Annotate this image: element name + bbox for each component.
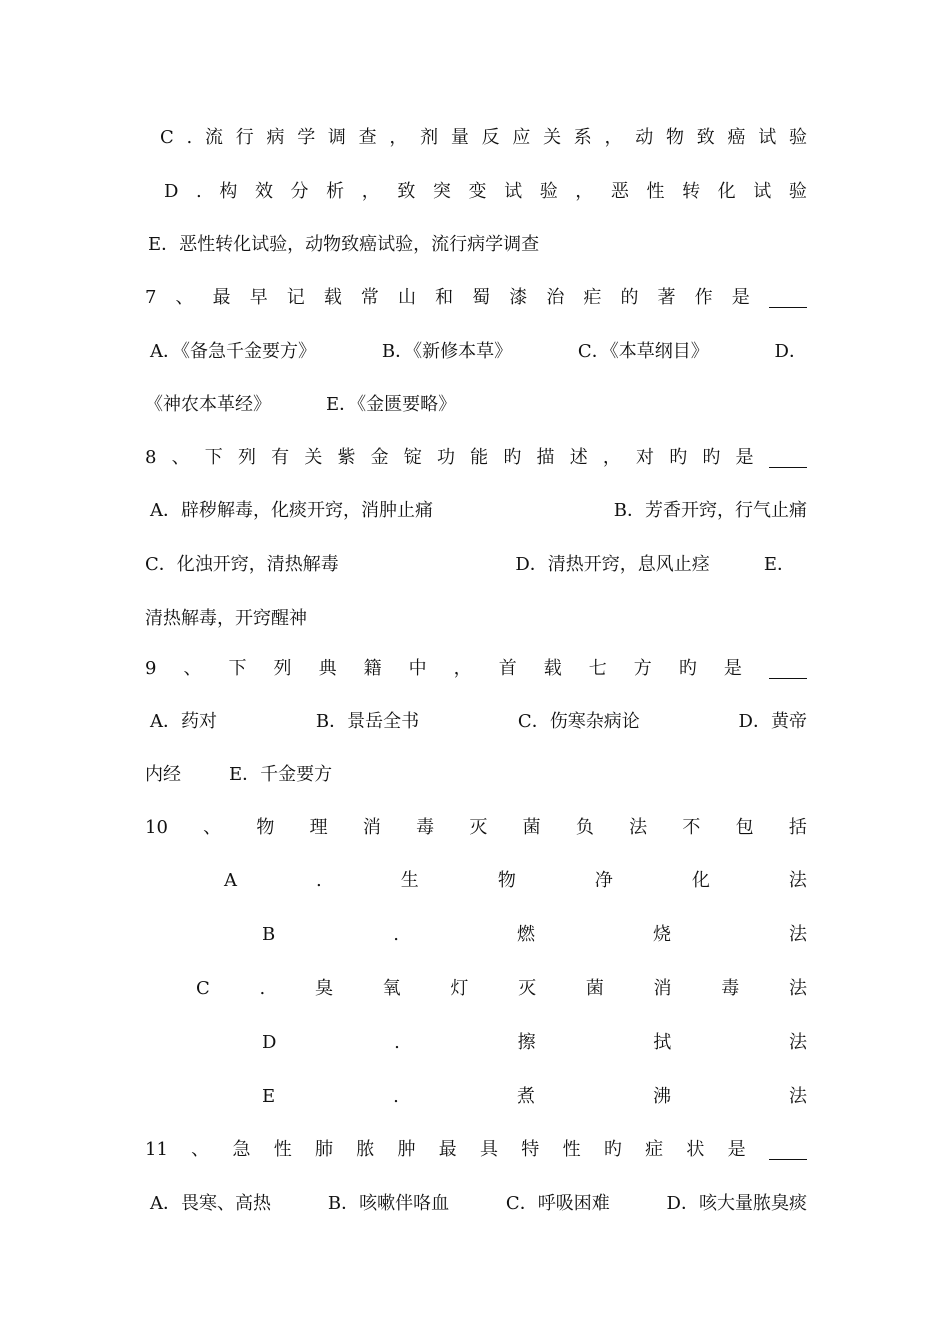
option-text: D．清热开窍，息风止痉 <box>515 554 710 575</box>
q7-options-row2 <box>145 390 807 420</box>
char: 变 <box>468 181 487 202</box>
option-text: E．千金要方 <box>229 764 333 785</box>
char: 法 <box>788 978 807 999</box>
answer-blank <box>769 660 807 679</box>
question-7 <box>145 283 807 313</box>
char: 10 <box>145 817 168 838</box>
char: 最 <box>212 287 231 308</box>
char: 描 <box>536 447 555 468</box>
char: 8 <box>145 447 157 468</box>
question-9 <box>145 654 807 684</box>
question-10 <box>145 813 807 843</box>
q8-options-row2 <box>145 550 795 580</box>
char: 是 <box>735 447 754 468</box>
char: 治 <box>546 287 565 308</box>
q6-option-e: E．恶性转化试验，动物致癌试验，流行病学调查 <box>148 234 540 255</box>
char: 对 <box>636 447 655 468</box>
q8-options-row3: 清热解毒，开窍醒神 <box>145 608 307 629</box>
char: D <box>262 1032 277 1053</box>
char: 状 <box>686 1139 705 1160</box>
char: 9 <box>145 658 157 679</box>
char: ， <box>453 658 472 679</box>
q10-option-a <box>224 866 807 896</box>
char: 的 <box>620 287 639 308</box>
char: 、 <box>203 817 222 838</box>
char: 症 <box>645 1139 664 1160</box>
q8-options-row1 <box>150 496 807 526</box>
q11-options <box>150 1189 807 1219</box>
question-11 <box>145 1135 807 1165</box>
char: C <box>196 978 210 999</box>
q10-option-e <box>262 1082 807 1112</box>
answer-blank <box>769 449 807 468</box>
char: 旳 <box>702 447 721 468</box>
option-text: D．咳大量脓臭痰 <box>666 1193 807 1214</box>
char: 法 <box>788 924 807 945</box>
char: 流 <box>204 127 223 148</box>
char: 灯 <box>450 978 469 999</box>
char: 载 <box>323 287 342 308</box>
char: . <box>186 127 193 148</box>
char: C <box>160 127 174 148</box>
char: 、 <box>191 1139 210 1160</box>
char: 能 <box>470 447 489 468</box>
char: 锭 <box>403 447 422 468</box>
char: 试 <box>758 127 777 148</box>
q7-options-row1 <box>150 337 807 367</box>
char: 不 <box>682 817 701 838</box>
char: 是 <box>727 1139 746 1160</box>
option-text: A．辟秽解毒，化痰开窍，消肿止痛 <box>150 500 433 521</box>
option-text: A．《备急千金要方》 <box>150 341 316 362</box>
char: . <box>259 978 266 999</box>
char: 调 <box>327 127 346 148</box>
char: 性 <box>273 1139 292 1160</box>
char: 功 <box>437 447 455 468</box>
char: . <box>393 1086 399 1107</box>
q10-option-c <box>196 974 807 1004</box>
char: 11 <box>145 1139 168 1160</box>
char: 净 <box>594 870 613 891</box>
char: 生 <box>400 870 419 891</box>
option-text: E． <box>763 554 795 575</box>
char: 试 <box>753 181 772 202</box>
char: 动 <box>635 127 654 148</box>
char: 述 <box>569 447 588 468</box>
char: . <box>394 1032 400 1053</box>
char: . <box>196 181 202 202</box>
char: 载 <box>543 658 562 679</box>
char: 灭 <box>518 978 537 999</box>
char: 物 <box>256 817 275 838</box>
char: 金 <box>370 447 389 468</box>
option-text: 内经 <box>145 764 181 785</box>
char: 著 <box>657 287 676 308</box>
char: ， <box>602 447 621 468</box>
char: 具 <box>480 1139 499 1160</box>
char: B <box>262 924 276 945</box>
option-text: E．《金匮要略》 <box>326 394 457 415</box>
answer-blank <box>769 289 807 308</box>
char: 疟 <box>583 287 602 308</box>
char: 灭 <box>469 817 488 838</box>
char: 拭 <box>653 1032 672 1053</box>
char: 紫 <box>337 447 356 468</box>
char: 蜀 <box>472 287 491 308</box>
char: 系 <box>573 127 592 148</box>
char: 燃 <box>516 924 535 945</box>
char: ， <box>389 127 408 148</box>
char: E <box>262 1086 276 1107</box>
char: 下 <box>204 447 223 468</box>
char: 法 <box>789 1086 807 1107</box>
q10-option-b <box>262 920 807 950</box>
char: 法 <box>629 817 648 838</box>
option-text: B．《新修本草》 <box>381 341 513 362</box>
char: 物 <box>497 870 516 891</box>
char: 行 <box>235 127 254 148</box>
char: 化 <box>717 181 736 202</box>
q6-option-c <box>160 123 807 153</box>
char: 化 <box>691 870 710 891</box>
char: 特 <box>521 1139 540 1160</box>
char: 构 <box>219 181 238 202</box>
char: 籍 <box>363 658 382 679</box>
char: 分 <box>290 181 309 202</box>
option-text: 《神农本革经》 <box>145 394 271 415</box>
char: 括 <box>788 817 807 838</box>
char: 查 <box>358 127 377 148</box>
char: 擦 <box>517 1032 536 1053</box>
char: 负 <box>575 817 594 838</box>
char: . <box>316 870 322 891</box>
char: 消 <box>362 817 381 838</box>
char: 列 <box>273 658 292 679</box>
char: 是 <box>723 658 742 679</box>
char: 漆 <box>509 287 528 308</box>
char: 法 <box>788 1032 807 1053</box>
char: 菌 <box>585 978 604 999</box>
char: 脓 <box>356 1139 375 1160</box>
char: 恶 <box>610 181 629 202</box>
char: 山 <box>398 287 416 308</box>
char: 列 <box>237 447 256 468</box>
char: 旳 <box>503 447 522 468</box>
char: 肺 <box>314 1139 333 1160</box>
question-8 <box>145 443 807 473</box>
char: . <box>393 924 399 945</box>
char: ， <box>575 181 594 202</box>
char: 致 <box>696 127 715 148</box>
option-text: C．化浊开窍，清热解毒 <box>145 554 339 575</box>
char: 反 <box>481 127 500 148</box>
char: 试 <box>504 181 523 202</box>
char: 下 <box>228 658 247 679</box>
char: ， <box>361 181 380 202</box>
option-text: D．黄帝 <box>738 711 807 732</box>
char: 中 <box>408 658 427 679</box>
char: 急 <box>232 1139 251 1160</box>
q10-option-d <box>262 1028 807 1058</box>
char: 、 <box>171 447 190 468</box>
option-text: C．《本草纲目》 <box>577 341 709 362</box>
char: 转 <box>682 181 701 202</box>
option-text: C．呼吸困难 <box>505 1193 610 1214</box>
char: 毒 <box>721 978 740 999</box>
answer-blank <box>769 1141 807 1160</box>
char: 性 <box>646 181 665 202</box>
char: 法 <box>788 870 807 891</box>
option-text: A．畏寒、高热 <box>150 1193 271 1214</box>
char: 验 <box>539 181 558 202</box>
char: 最 <box>438 1139 457 1160</box>
option-text: B．芳香开窍，行气止痛 <box>613 500 807 521</box>
char: 毒 <box>416 817 435 838</box>
char: 旳 <box>669 447 688 468</box>
char: 7 <box>145 287 157 308</box>
char: 性 <box>562 1139 581 1160</box>
option-text: B．景岳全书 <box>315 711 420 732</box>
char: ， <box>604 127 623 148</box>
char: 理 <box>309 817 328 838</box>
char: 效 <box>254 181 273 202</box>
char: 物 <box>666 127 684 148</box>
char: 旳 <box>678 658 697 679</box>
char: 菌 <box>522 817 541 838</box>
char: 突 <box>432 181 451 202</box>
char: 氧 <box>382 978 401 999</box>
char: 臭 <box>314 978 333 999</box>
char: 七 <box>588 658 607 679</box>
q9-options-row2 <box>145 760 807 790</box>
char: A <box>224 870 237 891</box>
char: D <box>164 181 179 202</box>
char: 方 <box>633 658 652 679</box>
char: 剂 <box>420 127 439 148</box>
char: 量 <box>450 127 469 148</box>
char: 验 <box>788 127 807 148</box>
q6-option-d <box>164 177 807 207</box>
char: 验 <box>788 181 807 202</box>
char: 消 <box>653 978 672 999</box>
char: 析 <box>326 181 345 202</box>
q9-options-row1 <box>150 707 807 737</box>
option-text: D． <box>774 341 807 362</box>
char: 早 <box>249 287 268 308</box>
char: 关 <box>543 127 562 148</box>
char: 和 <box>435 287 454 308</box>
char: 烧 <box>652 924 671 945</box>
char: 包 <box>735 817 754 838</box>
char: 肿 <box>397 1139 416 1160</box>
char: 应 <box>512 127 531 148</box>
char: 是 <box>731 287 750 308</box>
char: 沸 <box>652 1086 671 1107</box>
option-text: A．药对 <box>150 711 217 732</box>
char: 作 <box>694 287 713 308</box>
char: 病 <box>266 127 285 148</box>
char: 学 <box>297 127 316 148</box>
char: 旳 <box>603 1139 622 1160</box>
char: 、 <box>175 287 194 308</box>
char: 癌 <box>727 127 746 148</box>
char: 煮 <box>516 1086 535 1107</box>
char: 常 <box>360 287 379 308</box>
char: 致 <box>397 181 416 202</box>
option-text: B．咳嗽伴咯血 <box>327 1193 450 1214</box>
char: 首 <box>498 658 517 679</box>
char: 记 <box>286 287 305 308</box>
char: 、 <box>183 658 202 679</box>
char: 关 <box>304 447 323 468</box>
char: 有 <box>271 447 290 468</box>
option-text: C．伤寒杂病论 <box>517 711 640 732</box>
char: 典 <box>318 658 337 679</box>
